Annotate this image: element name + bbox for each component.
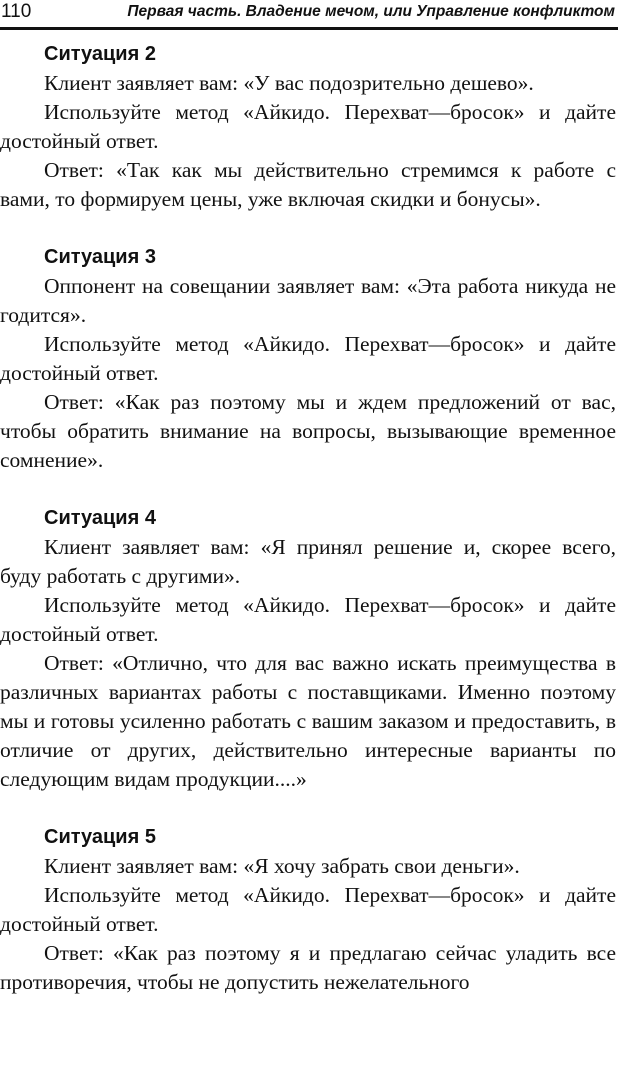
situation-3 [0, 243, 616, 475]
sample-answer: Ответ: «Как раз поэтому мы и ждем предложений от вас, чтобы обратить внимание на вопросы, вызывающие временное сомнение». [0, 390, 616, 472]
header-rule [0, 27, 618, 30]
running-head [0, 0, 620, 26]
situation-2 [0, 40, 616, 214]
client-statement: Оппонент на совещании заявляет вам: «Эта работа никуда не годится». [0, 274, 616, 327]
situation-5 [0, 823, 616, 997]
client-statement: Клиент заявляет вам: «У вас подозрительно дешево». [44, 71, 534, 95]
situation-heading: Ситуация 5 [44, 826, 156, 848]
situation-heading: Ситуация 2 [44, 43, 156, 65]
situation-heading: Ситуация 4 [44, 507, 156, 529]
situation-heading: Ситуация 3 [44, 246, 156, 268]
sample-answer: Ответ: «Отлично, что для вас важно искать преимущества в различных вариантах работы с поставщиками. Именно поэтому мы и готовы усиленно работать с вашим заказом и предоставить, в отличие от других, действительно интересные варианты по следующим видам продукции....» [0, 651, 616, 791]
running-title: Первая часть. Владение мечом, или Управление конфликтом [127, 3, 615, 20]
method-instruction: Используйте метод «Айкидо. Перехват—бросок» и дайте достойный ответ. [0, 593, 616, 646]
method-instruction: Используйте метод «Айкидо. Перехват—бросок» и дайте достойный ответ. [0, 883, 616, 936]
client-statement: Клиент заявляет вам: «Я хочу забрать свои деньги». [44, 854, 520, 878]
method-instruction: Используйте метод «Айкидо. Перехват—бросок» и дайте достойный ответ. [0, 332, 616, 385]
sample-answer: Ответ: «Как раз поэтому я и предлагаю сейчас уладить все противоречия, чтобы не допустить нежелательного [0, 941, 616, 994]
method-instruction: Используйте метод «Айкидо. Перехват—бросок» и дайте достойный ответ. [0, 100, 616, 153]
sample-answer: Ответ: «Так как мы действительно стремимся к работе с вами, то формируем цены, уже включая скидки и бонусы». [0, 158, 616, 211]
page-body [0, 40, 616, 997]
situation-4 [0, 504, 616, 794]
client-statement: Клиент заявляет вам: «Я принял решение и, скорее всего, буду работать с другими». [0, 535, 616, 588]
page-number: 110 [1, 1, 32, 22]
